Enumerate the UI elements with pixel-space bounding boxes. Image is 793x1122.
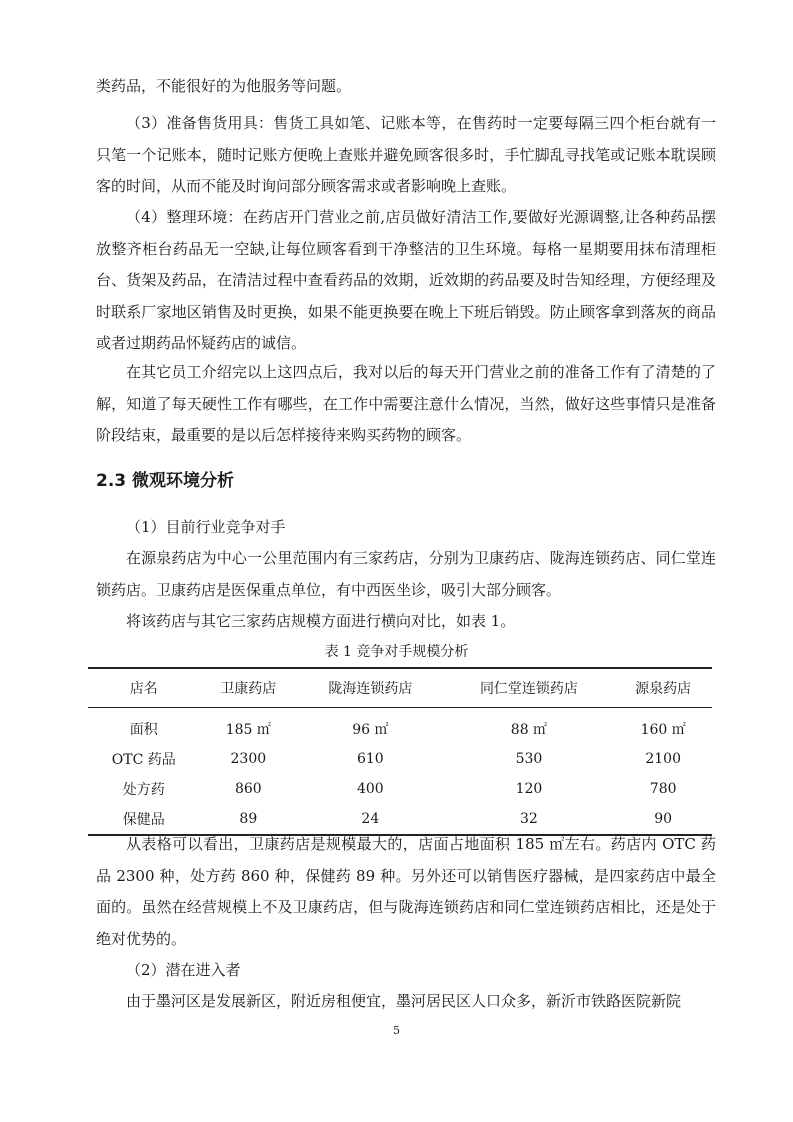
table-header-cell: 同仁堂连锁药店	[444, 668, 615, 708]
table-cell: 处方药	[122, 782, 165, 798]
table-cell: 96 ㎡	[352, 722, 389, 738]
table-cell: 90	[614, 804, 712, 835]
section-heading: 2.3 微观环境分析	[96, 471, 235, 491]
competitor-table	[88, 667, 712, 836]
table-header-cell: 卫康药店	[200, 668, 298, 708]
subheading-competitors: （1）目前行业竞争对手	[126, 518, 286, 536]
paragraph-new-entrants: 由于墨河区是发展新区，附近房租便宜，墨河居民区人口众多，新沂市铁路医院新院	[126, 992, 682, 1010]
table-cell: 保健品	[88, 804, 200, 835]
table-row	[88, 774, 712, 804]
table-cell: 860	[234, 781, 262, 797]
table-header-cell: 源泉药店	[614, 668, 712, 708]
page-number: 5	[393, 1024, 400, 1037]
table-cell: OTC 药品	[111, 752, 176, 768]
table-header-cell: 店名	[88, 668, 200, 708]
table-cell: 120	[515, 781, 543, 797]
paragraph-sales-tools: （3）准备售货用具：售货工具如笔、记账本等，在售药时一定要每隔三四个柜台就有一只笔一个记账本，随时记账方便晚上查账并避免顾客很多时，手忙脚乱寻找笔或记账本耽误顾客的时间，从而不能及时询问部分顾客需求或者影响晚上查账。	[96, 114, 716, 195]
paragraph-continuation: 类药品，不能很好的为他服务等问题。	[96, 77, 352, 95]
table-cell: 面积	[129, 722, 158, 738]
table-cell: 610	[356, 751, 384, 767]
table-cell: 530	[515, 751, 543, 767]
table-cell: 32	[444, 804, 615, 835]
table-cell: 89	[200, 804, 298, 835]
table-cell: 2100	[645, 751, 681, 767]
table-cell: 160 ㎡	[640, 722, 686, 738]
table-row	[88, 708, 712, 745]
table-cell: 185 ㎡	[225, 722, 271, 738]
table-cell: 780	[649, 781, 677, 797]
paragraph-table-intro: 将该药店与其它三家药店规模方面进行横向对比，如表 1。	[126, 612, 516, 630]
paragraph-environment: （4）整理环境：在药店开门营业之前,店员做好清洁工作,要做好光源调整,让各种药品摆放整齐柜台药品无一空缺,让每位顾客看到干净整洁的卫生环境。每格一星期要用抹布清理柜台、货架及药品，在清洁过程中查看药品的效期，近效期的药品要及时告知经理，方便经理及时联系厂家地区销售及时更换，如果不能更换要在晚上下班后销毁。防止顾客拿到落灰的商品或者过期药品怀疑药店的诚信。	[96, 208, 716, 352]
table-cell: 24	[297, 804, 443, 835]
table-cell: 88 ㎡	[510, 722, 548, 738]
table-caption: 表 1 竞争对手规模分析	[324, 644, 469, 660]
paragraph-table-analysis: 从表格可以看出，卫康药店是规模最大的，店面占地面积 185 ㎡左右。药店内 OTC 药品 2300 种，处方药 860 种，保健药 89 种。另外还可以销售医疗器械，是四家药店中最全面的。虽然在经营规模上不及卫康药店，但与陇海连锁药店和同仁堂连锁药店相比，还是处于绝对优势的。	[96, 835, 716, 948]
table-header-cell: 陇海连锁药店	[297, 668, 443, 708]
paragraph-summary: 在其它员工介绍完以上这四点后，我对以后的每天开门营业之前的准备工作有了清楚的了解，知道了每天硬性工作有哪些，在工作中需要注意什么情况，当然，做好这些事情只是准备阶段结束，最重要的是以后怎样接待来购买药物的顾客。	[96, 363, 716, 444]
table-cell: 400	[356, 781, 384, 797]
subheading-new-entrants: （2）潜在进入者	[126, 961, 241, 979]
table-cell: 2300	[230, 751, 267, 767]
paragraph-competitors: 在源泉药店为中心一公里范围内有三家药店，分别为卫康药店、陇海连锁药店、同仁堂连锁药店。卫康药店是医保重点单位，有中西医坐诊，吸引大部分顾客。	[96, 549, 716, 599]
table-header-row	[88, 668, 712, 708]
table-row	[88, 744, 712, 774]
